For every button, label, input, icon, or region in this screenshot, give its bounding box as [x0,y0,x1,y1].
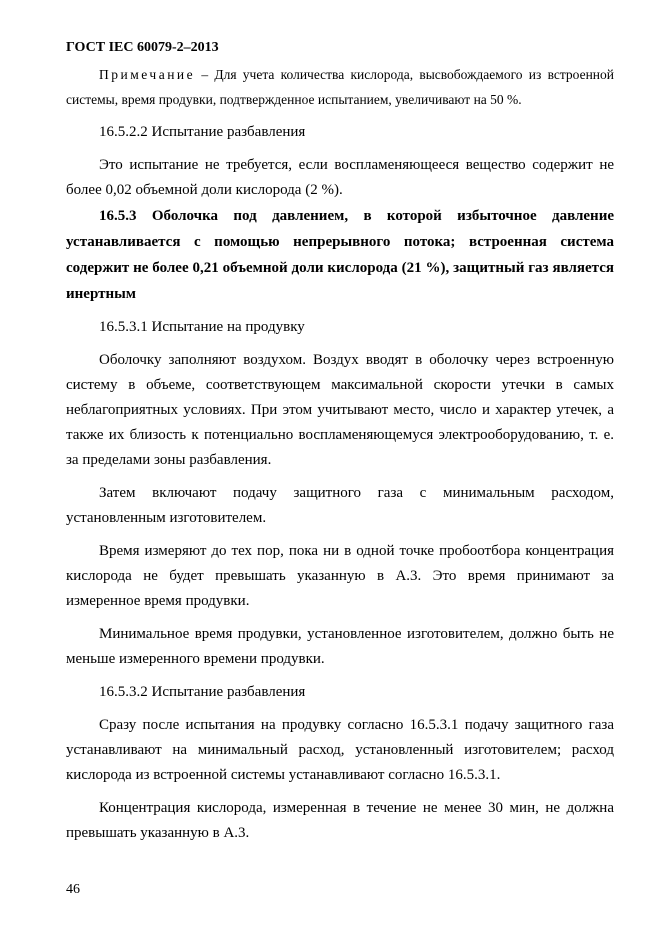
note-text: – Для учета количества кислорода, высвобождаемого из встроенной системы, время продувки, подтвержденное испытанием, увеличивают на 50 %. [66,67,614,107]
section-16-5-3-1-paragraph-1: Оболочку заполняют воздухом. Воздух вводят в оболочку через встроенную систему в объеме, соответствующем максимальной скорости утечки в самых неблагоприятных условиях. При этом учитывают место, число и характер утечек, а также их близость к потенциально воспламеняющемуся электрооборудованию, т. е. за пределами зоны разбавления. [66,352,614,468]
section-16-5-3-1-paragraph-3: Время измеряют до тех пор, пока ни в одной точке пробоотбора концентрация кислорода не будет превышать указанную в А.3. Это время принимают за измеренное время продувки. [66,543,614,609]
section-16-5-3-2-paragraph-2: Концентрация кислорода, измеренная в течение не менее 30 мин, не должна превышать указанную в А.3. [66,800,614,841]
document-body [66,62,614,846]
document-code-header: ГОСТ IEC 60079-2–2013 [66,40,219,55]
section-16-5-2-2-paragraph: Это испытание не требуется, если воспламеняющееся вещество содержит не более 0,02 объемной доли кислорода (2 %). [66,157,614,198]
section-16-5-3-1-paragraph-2: Затем включают подачу защитного газа с минимальным расходом, установленным изготовителем. [66,485,614,526]
section-16-5-3-2-paragraph-1: Сразу после испытания на продувку согласно 16.5.3.1 подачу защитного газа устанавливают на минимальный расход, установленный изготовителем; расход кислорода из встроенной системы устанавливают согласно 16.5.3.1. [66,717,614,783]
section-16-5-3-1-title: 16.5.3.1 Испытание на продувку [99,319,305,335]
note-label: Примечание [99,67,196,82]
page-number: 46 [66,882,80,897]
note-paragraph [66,62,614,112]
section-16-5-3-heading: 16.5.3 Оболочка под давлением, в которой избыточное давление устанавливается с помощью непрерывного потока; встроенная система содержит не более 0,21 объемной доли кислорода (21 %), защитный газ является инертным [66,208,614,302]
section-16-5-3-2-title: 16.5.3.2 Испытание разбавления [99,684,306,700]
section-16-5-3-1-paragraph-4: Минимальное время продувки, установленное изготовителем, должно быть не меньше измеренного времени продувки. [66,626,614,667]
section-16-5-2-2-title: 16.5.2.2 Испытание разбавления [99,124,306,140]
